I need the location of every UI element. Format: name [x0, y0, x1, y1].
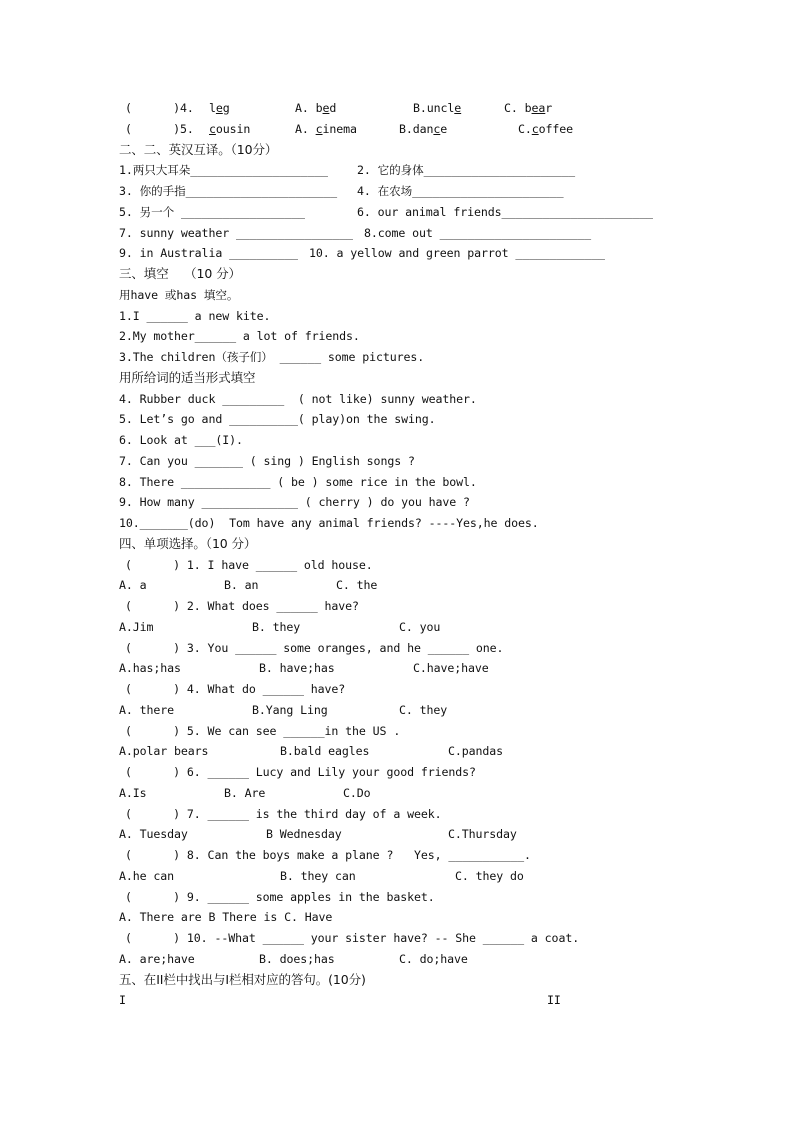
answer-options: A.polar bears B.bald eagles C.pandas	[119, 744, 504, 759]
section-4-title: 四、单项选择。（10 分）	[119, 535, 257, 551]
column-headers	[119, 990, 719, 1011]
section-3-instruction: 用have 或has 填空。	[119, 287, 239, 302]
answer-options: A.Is B. Are C.Do	[119, 785, 371, 800]
answer-options: A.he can B. they can C. they do	[119, 868, 524, 883]
question: ( ) 7. ______ is the third day of a week.	[125, 806, 442, 821]
answer-options: A. a B. an C. the	[119, 578, 378, 593]
phonics-row	[119, 119, 719, 140]
translation-row: 1.两只大耳朵____________________ 2. 它的身体______________________	[119, 163, 575, 178]
phonics-word: cousin	[209, 121, 251, 136]
translation-row: 9. in Australia __________ 10. a yellow and green parrot _____________	[119, 246, 605, 261]
translation-row: 7. sunny weather _________________ 8.come out ______________________	[119, 225, 592, 240]
question: ( ) 4. What do ______ have?	[125, 682, 346, 696]
phonics-word: leg	[209, 101, 230, 115]
question: ( ) 6. ______ Lucy and Lily your good friends?	[125, 765, 476, 779]
section-5-title: 五、在II栏中找出与I栏相对应的答句。(10分)	[119, 971, 366, 987]
section-3-instruction: 用所给词的适当形式填空	[119, 369, 256, 385]
fill-item: 3.The children（孩子们） ______ some pictures.	[119, 350, 425, 364]
question: ( ) 1. I have ______ old house.	[125, 557, 373, 572]
option-b: B.dance	[399, 121, 448, 136]
answer-options: A. There are B There is C. Have	[119, 910, 333, 925]
fill-item: 6. Look at ___(I).	[119, 433, 243, 447]
worksheet	[119, 98, 719, 1011]
answer-options: A. are;have B. does;has C. do;have	[119, 951, 468, 966]
option-b: B.uncle	[413, 101, 462, 115]
translation-row: 5. 另一个 __________________ 6. our animal friends______________________	[119, 204, 653, 219]
fill-item: 8. There _____________ ( be ) some rice in the bowl.	[119, 474, 477, 489]
answer-options: A. Tuesday B Wednesday C.Thursday	[119, 827, 517, 842]
fill-item: 1.I ______ a new kite.	[119, 308, 271, 323]
answer-options: A.has;has B. have;has C.have;have	[119, 661, 489, 676]
question: ( ) 10. --What ______ your sister have? -- She ______ a coat.	[125, 931, 580, 945]
question: ( ) 5. We can see ______in the US .	[125, 723, 401, 738]
answer-options: A.Jim B. they C. you	[119, 619, 441, 634]
option-c: C. bear	[504, 101, 553, 115]
translation-row: 3. 你的手指______________________ 4. 在农场______________________	[119, 184, 564, 198]
section-2-title: 二、二、英汉互译。（10分）	[119, 141, 278, 157]
question: ( ) 3. You ______ some oranges, and he ______ one.	[125, 640, 504, 655]
phonics-row	[119, 98, 719, 119]
question: ( ) 2. What does ______ have?	[125, 599, 359, 613]
section-3-title: 三、填空 （10 分）	[119, 266, 241, 281]
fill-item: 5. Let’s go and __________( play)on the swing.	[119, 412, 436, 427]
fill-item: 9. How many ______________ ( cherry ) do you have ?	[119, 495, 470, 510]
option-a: A. cinema	[295, 121, 357, 136]
question: ( ) 8. Can the boys make a plane ? Yes, ___________.	[125, 848, 531, 862]
answer-options: A. there B.Yang Ling C. they	[119, 702, 448, 717]
column-i-header: I	[119, 993, 126, 1008]
option-c: C.coffee	[518, 121, 574, 136]
fill-item: 10._______(do) Tom have any animal friends? ----Yes,he does.	[119, 516, 539, 530]
phonics-number: ( )5.	[125, 121, 194, 136]
option-a: A. bed	[295, 101, 337, 115]
fill-item: 4. Rubber duck _________ ( not like) sunny weather.	[119, 391, 477, 406]
question: ( ) 9. ______ some apples in the basket.	[125, 889, 435, 904]
fill-item: 7. Can you _______ ( sing ) English songs ?	[119, 453, 415, 468]
phonics-number: ( )4.	[125, 101, 194, 115]
fill-item: 2.My mother______ a lot of friends.	[119, 329, 360, 344]
column-ii-header: II	[547, 993, 561, 1008]
